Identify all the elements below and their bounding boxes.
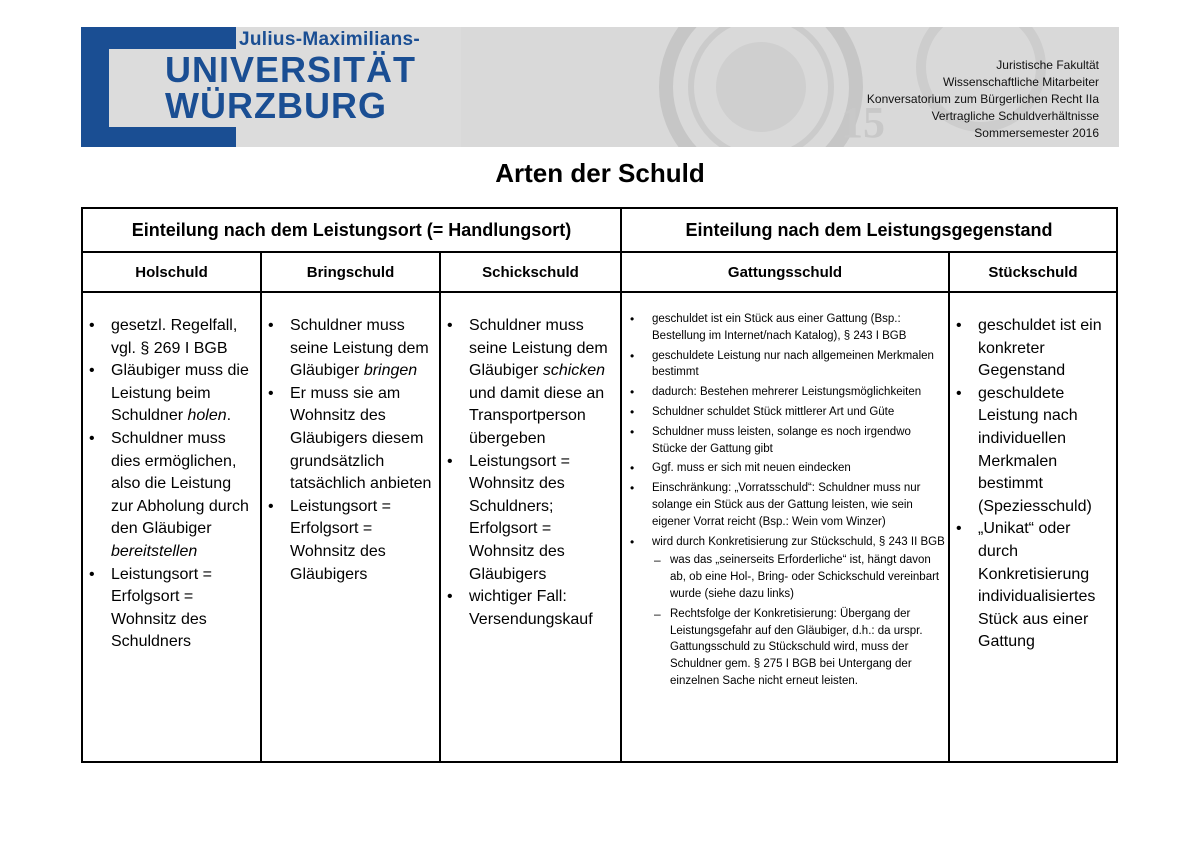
list-item bbox=[652, 534, 946, 690]
list-item bbox=[111, 315, 256, 360]
cell-schickschuld bbox=[440, 292, 621, 762]
item-emphasis: holen bbox=[187, 407, 227, 425]
column-header-holschuld: Holschuld bbox=[82, 252, 261, 292]
list-item bbox=[652, 311, 946, 345]
sub-list-item bbox=[670, 552, 946, 602]
cell-stueckschuld bbox=[949, 292, 1117, 762]
column-header-schickschuld: Schickschuld bbox=[440, 252, 621, 292]
header-info bbox=[867, 57, 1099, 142]
list-item bbox=[290, 383, 435, 496]
page-title: Arten der Schuld bbox=[495, 158, 705, 188]
item-text: geschuldete Leistung nur nach allgemeinen Merkmalen bestimmt bbox=[652, 349, 934, 379]
bringschuld-list bbox=[262, 293, 439, 594]
item-emphasis: bereitstellen bbox=[111, 542, 198, 560]
list-item bbox=[652, 404, 946, 421]
item-text: Schuldner muss seine Leistung dem Gläubiger bbox=[469, 317, 608, 380]
item-text: geschuldet ist ein konkreter Gegenstand bbox=[978, 317, 1102, 380]
logo-text-wuerzburg: WÜRZBURG bbox=[165, 85, 387, 126]
item-text: Einschränkung: „Vorratsschuld“: Schuldner muss nur solange ein Stück aus der Gattung leisten, wie sein eigener Vorrat reicht (Bsp.: Wein vom Winzer) bbox=[652, 482, 921, 528]
sub-list-item bbox=[670, 606, 946, 690]
column-header-bringschuld: Bringschuld bbox=[261, 252, 440, 292]
list-item bbox=[978, 315, 1112, 383]
cell-bringschuld bbox=[261, 292, 440, 762]
group-header-leistungsgegenstand: Einteilung nach dem Leistungsgegenstand bbox=[621, 208, 1117, 252]
item-text: geschuldete Leistung nach individuellen Merkmalen bestimmt (Speziesschuld) bbox=[978, 384, 1092, 515]
header-info-semester: Sommersemester 2016 bbox=[974, 126, 1099, 140]
header-info-faculty: Juristische Fakultät bbox=[996, 58, 1099, 72]
item-text: Leistungsort = Erfolgsort = Wohnsitz des Gläubigers bbox=[290, 497, 391, 583]
item-text: Schuldner muss dies ermöglichen, also die Leistung zur Abholung durch den Gläubiger bbox=[111, 429, 249, 538]
list-item bbox=[652, 348, 946, 382]
item-text: geschuldet ist ein Stück aus einer Gattung (Bsp.: Bestellung im Internet/nach Katalog), § 243 I BGB bbox=[652, 313, 907, 342]
logo-text-universitaet: UNIVERSITÄT bbox=[165, 49, 417, 90]
item-text: Rechtsfolge der Konkretisierung: Übergang der Leistungsgefahr auf den Gläubiger, d.h.: da urspr. Gattungsschuld zu Stückschuld wird, muss der Schuldner gem. § 275 I BGB bei Untergang der einzelnen Sache nicht erneut leisten. bbox=[670, 607, 923, 687]
item-text: . bbox=[226, 407, 232, 425]
list-item bbox=[111, 360, 256, 428]
column-header-stueckschuld: Stückschuld bbox=[949, 252, 1117, 292]
cell-holschuld bbox=[82, 292, 261, 762]
schuld-table bbox=[81, 207, 1118, 763]
list-item bbox=[978, 383, 1112, 519]
item-text: Leistungsort = Wohnsitz des Schuldners; Erfolgsort = Wohnsitz des Gläubigers bbox=[469, 452, 570, 583]
item-text: Schuldner muss seine Leistung dem Gläubiger bbox=[290, 317, 429, 380]
item-text: Gläubiger muss die Leistung beim Schuldner bbox=[111, 362, 249, 425]
list-item bbox=[469, 451, 616, 587]
item-text: Schuldner muss leisten, solange es noch irgendwo Stücke der Gattung gibt bbox=[652, 425, 911, 455]
item-text: gesetzl. Regelfall, vgl. § 269 I BGB bbox=[111, 317, 238, 357]
cell-gattungsschuld bbox=[621, 292, 949, 762]
item-text: Ggf. muss er sich mit neuen eindecken bbox=[652, 462, 851, 475]
svg-text:15: 15 bbox=[841, 98, 885, 147]
item-text: Leistungsort = Erfolgsort = Wohnsitz des Schuldners bbox=[111, 565, 212, 651]
logo-text-julius: Julius-Maximilians- bbox=[239, 29, 420, 50]
item-emphasis: bringen bbox=[363, 362, 418, 380]
page-header bbox=[81, 27, 1119, 147]
list-item bbox=[652, 460, 946, 477]
item-emphasis: schicken bbox=[542, 362, 606, 380]
holschuld-list bbox=[83, 293, 260, 662]
item-text: wichtiger Fall: Versendungskauf bbox=[469, 588, 593, 628]
group-header-leistungsort: Einteilung nach dem Leistungsort (= Handlungsort) bbox=[82, 208, 621, 252]
list-item bbox=[469, 586, 616, 631]
list-item bbox=[652, 424, 946, 458]
logo-bar-top bbox=[81, 27, 236, 49]
item-text: wird durch Konkretisierung zur Stückschuld, § 243 II BGB bbox=[652, 535, 945, 548]
item-text: „Unikat“ oder durch Konkretisierung individualisiertes Stück aus einer Gattung bbox=[978, 520, 1096, 651]
header-info-course: Konversatorium zum Bürgerlichen Recht IIa bbox=[866, 92, 1099, 106]
list-item bbox=[652, 384, 946, 401]
list-item bbox=[978, 518, 1112, 654]
item-text: und damit diese an Transportperson übergeben bbox=[469, 384, 605, 447]
schickschuld-list bbox=[441, 293, 620, 639]
item-text: Er muss sie am Wohnsitz des Gläubigers diesem grundsätzlich tatsächlich anbieten bbox=[290, 384, 432, 493]
item-text: dadurch: Bestehen mehrerer Leistungsmöglichkeiten bbox=[652, 386, 922, 399]
list-item bbox=[111, 428, 256, 564]
stueckschuld-list bbox=[950, 293, 1116, 662]
logo-bar-bottom bbox=[81, 127, 236, 147]
item-text: was das „seinerseits Erforderliche“ ist, hängt davon ab, ob eine Hol-, Bring- oder Schickschuld vereinbart wurde (siehe dazu links) bbox=[670, 554, 940, 600]
list-item bbox=[652, 480, 946, 530]
header-info-topic: Vertragliche Schuldverhältnisse bbox=[931, 109, 1099, 123]
gattungsschuld-list bbox=[622, 293, 948, 697]
list-item bbox=[111, 564, 256, 654]
item-text: Schuldner schuldet Stück mittlerer Art und Güte bbox=[652, 405, 895, 418]
list-item bbox=[290, 315, 435, 383]
konkretisierung-sublist bbox=[652, 552, 946, 689]
list-item bbox=[290, 496, 435, 586]
list-item bbox=[469, 315, 616, 451]
header-info-staff: Wissenschaftliche Mitarbeiter bbox=[942, 75, 1099, 89]
column-header-gattungsschuld: Gattungsschuld bbox=[621, 252, 949, 292]
